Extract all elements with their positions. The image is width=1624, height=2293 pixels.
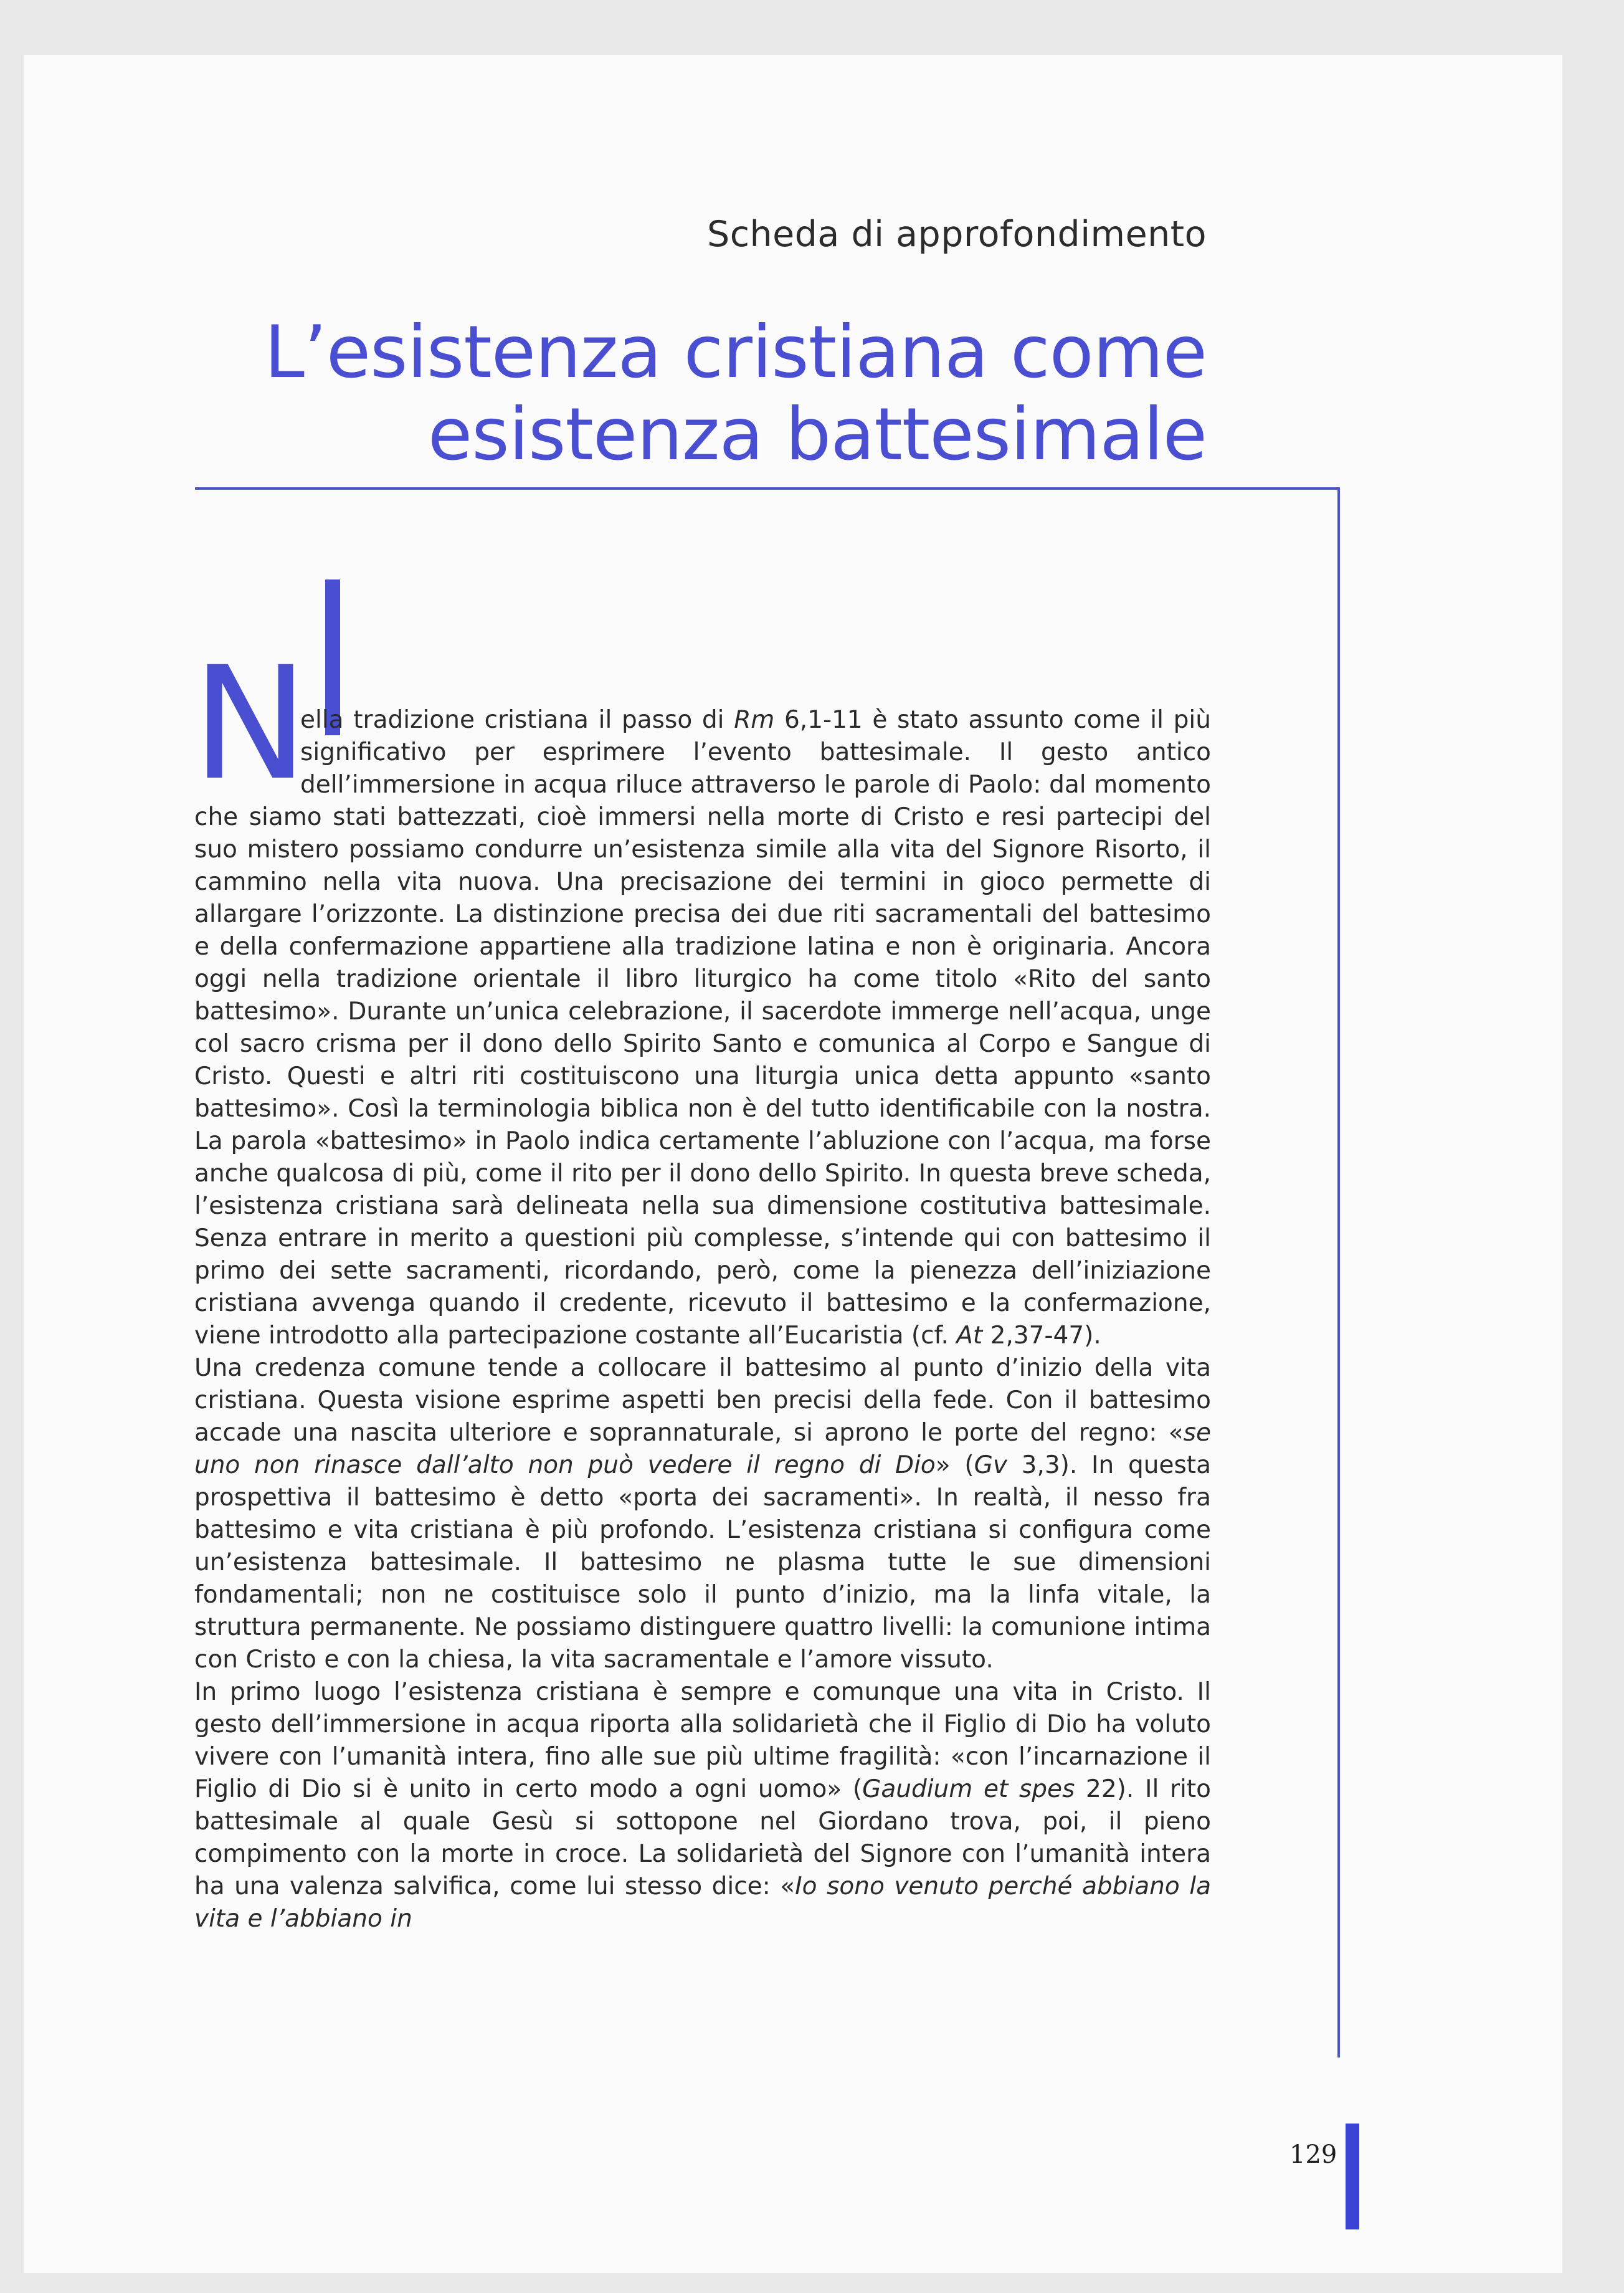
- section-kicker: Scheda di approfondimento: [707, 214, 1207, 255]
- page-number-bar: [1346, 2124, 1359, 2229]
- title-rule: [195, 487, 1339, 490]
- title-line-2: esistenza battesimale: [427, 393, 1207, 477]
- article-body: [192, 633, 1211, 1935]
- paragraph-2: Una credenza comune tende a collocare il battesimo al punto d’inizio della vita cristiana. Questa visione esprime aspetti ben precisi della fede. Con il battesimo accade una nascita ulteriore e soprannaturale, si aprono le porte del regno: «se uno non rinasce dall’alto non può vedere il regno di Dio» (Gv 3,3). In questa prospettiva il battesimo è detto «porta dei sacramenti». In realtà, il nesso fra battesimo e vita cristiana è più profondo. L’esistenza cristiana si configura come un’esistenza battesimale. Il battesimo ne plasma tutte le sue dimensioni fondamentali; non ne costituisce solo il punto d’inizio, ma la linfa vitale, la struttura permanente. Ne possiamo distinguere quattro livelli: la comunione intima con Cristo e con la chiesa, la vita sacramentale e l’amore vissuto.: [194, 1354, 1211, 1674]
- title-line-1: L’esistenza cristiana come: [264, 310, 1207, 394]
- page-number: 129: [1289, 2140, 1337, 2169]
- paragraph-1: N ella tradizione cristiana il passo di Rm 6,1-11 è stato assunto come il più significativo per esprimere l’evento battesimale. Il gesto antico dell’immersione in acqua riluce attraverso le parole di Paolo: dal momento che siamo stati battezzati, cioè immersi nella morte di Cristo e resi partecipi del suo mistero possiamo condurre un’esistenza simile alla vita del Signore Risorto, il cammino nella vita nuova. Una precisazione dei termini in gioco permette di allargare l’orizzonte. La distinzione precisa dei due riti sacramentali del battesimo e della confermazione appartiene alla tradizione latina e non è originaria. Ancora oggi nella tradizione orientale il libro liturgico ha come titolo «Rito del santo battesimo». Durante un’unica celebrazione, il sacerdote immerge nell’acqua, unge col sacro crisma per il dono dello Spirito Santo e comunica al Corpo e Sangue di Cristo. Questi e altri riti costituiscono una liturgia unica detta appunto «santo battesimo». Così la terminologia biblica non è del tutto identificabile con la nostra. La parola «battesimo» in Paolo indica certamente l’abluzione con l’acqua, ma forse anche qualcosa di più, come il rito per il dono dello Spirito. In questa breve scheda, l’esistenza cristiana sarà delineata nella sua dimensione costitutiva battesimale. Senza entrare in merito a questioni più complesse, s’intende qui con battesimo il primo dei sette sacramenti, ricordando, però, come la pienezza dell’iniziazione cristiana avvenga quando il credente, ricevuto il battesimo e la confermazione, viene introdotto alla partecipazione costante all’Eucaristia (cf. At 2,37-47).: [192, 633, 1211, 1350]
- page-title: [264, 312, 1207, 476]
- drop-cap: N: [192, 633, 309, 814]
- column-rule: [1337, 487, 1340, 2057]
- paragraph-3: In primo luogo l’esistenza cristiana è sempre e comunque una vita in Cristo. Il gesto dell’immersione in acqua riporta alla solidarietà che il Figlio di Dio ha voluto vivere con l’umanità intera, fino alle sue più ultime fragilità: «con l’incarnazione il Figlio di Dio si è unito in certo modo a ogni uomo» (Gaudium et spes 22). Il rito battesimale al quale Gesù si sottopone nel Giordano trova, poi, il pieno compimento con la morte in croce. La solidarietà del Signore con l’umanità intera ha una valenza salvifica, come lui stesso dice: «Io sono venuto perché abbiano la vita e l’abbiano in: [194, 1678, 1211, 1933]
